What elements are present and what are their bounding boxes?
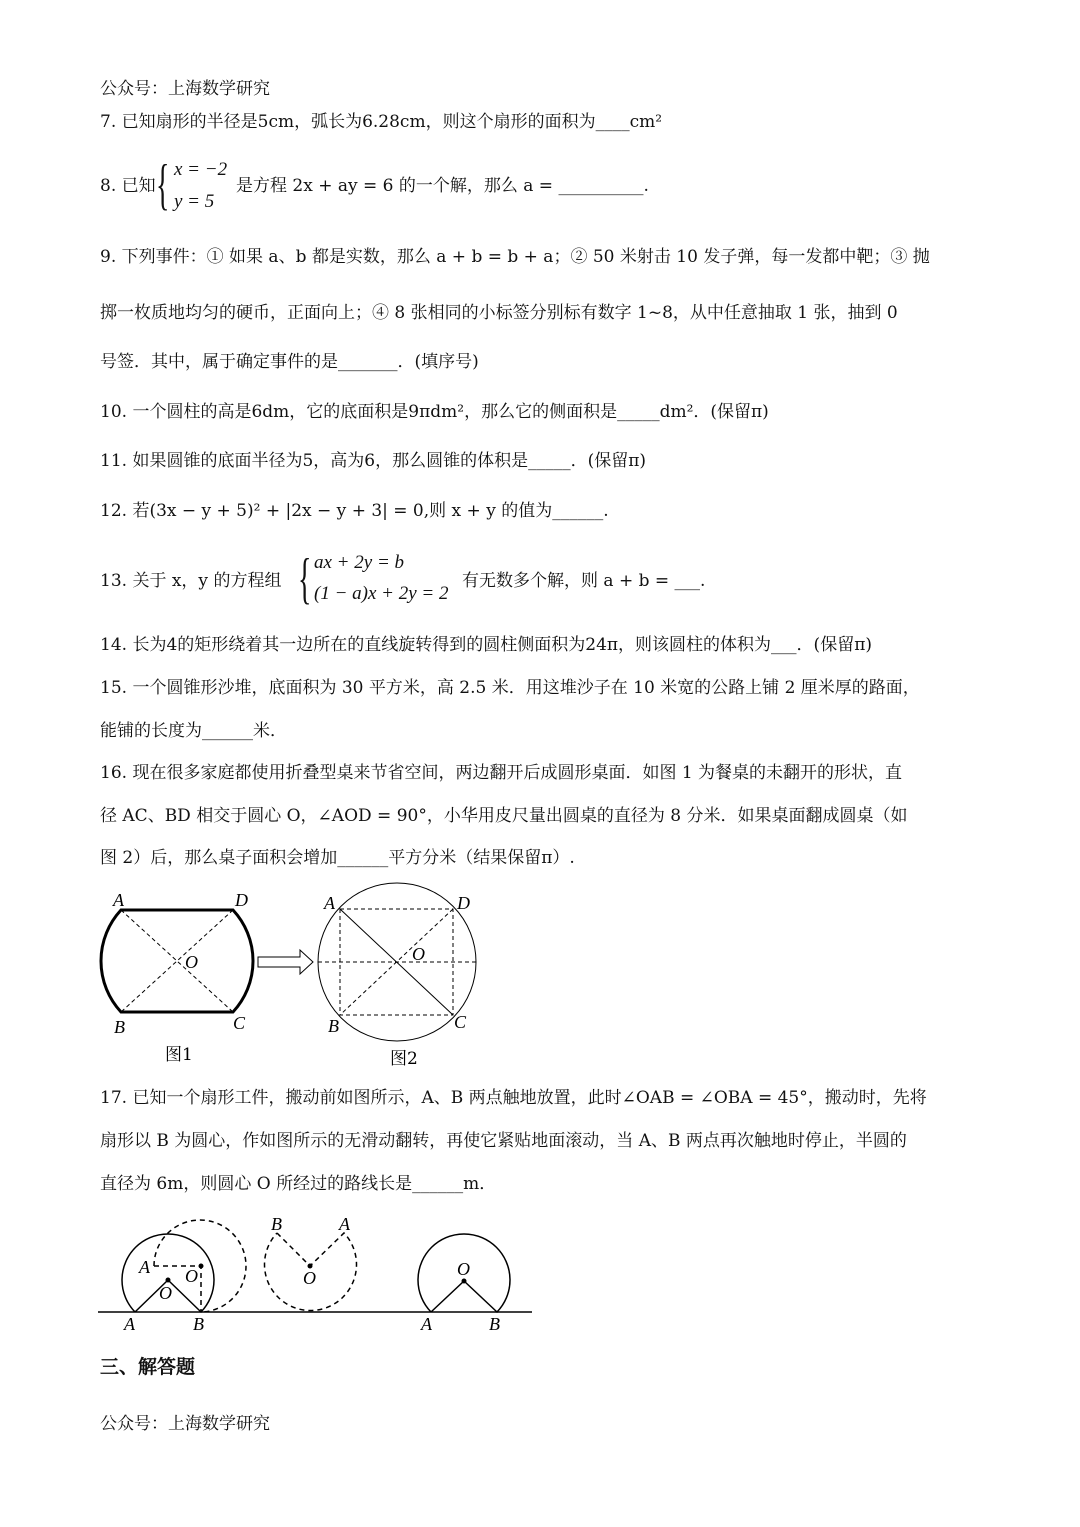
question-11: 11. 如果圆锥的底面半径为5，高为6，那么圆锥的体积是_____．(保留π) bbox=[100, 451, 647, 471]
question-17-line1: 17. 已知一个扇形工件，搬动前如图所示，A、B 两点触地放置，此时∠OAB = ∠OBA = 45°，搬动时，先将 bbox=[100, 1088, 927, 1108]
label-c: C bbox=[454, 1012, 467, 1032]
label-o: O bbox=[185, 952, 198, 972]
figure-2 bbox=[318, 883, 476, 1041]
label-d: D bbox=[457, 893, 470, 913]
label-o: O bbox=[412, 944, 425, 964]
label-b: B bbox=[193, 1314, 204, 1334]
section-heading: 三、解答题 bbox=[100, 1356, 196, 1378]
question-16-line3: 图 2）后，那么桌子面积会增加______平方分米（结果保留π）. bbox=[100, 848, 575, 868]
label-a: A bbox=[421, 1314, 432, 1334]
label-o: O bbox=[159, 1283, 172, 1303]
question-16-line2: 径 AC、BD 相交于圆心 O，∠AOD = 90°，小华用皮尺量出圆桌的直径为 8 分米．如果桌面翻成圆桌（如 bbox=[100, 806, 908, 826]
label-c: C bbox=[233, 1013, 246, 1033]
question-9-line1: 9. 下列事件：① 如果 a、b 都是实数，那么 a + b = b + a；② 50 米射击 10 发子弹，每一发都中靶；③ 抛 bbox=[100, 247, 930, 267]
q8-eq1: x = −2 bbox=[174, 159, 228, 180]
label-a: A bbox=[124, 1314, 135, 1334]
question-16-line1: 16. 现在很多家庭都使用折叠型桌来节省空间，两边翻开后成圆形桌面．如图 1 为餐桌的未翻开的形状，直 bbox=[100, 763, 903, 783]
label-o: O bbox=[303, 1268, 316, 1288]
label-a: A bbox=[139, 1257, 150, 1277]
label-a: A bbox=[113, 890, 124, 910]
brace: { bbox=[156, 154, 170, 216]
q13-post: 有无数多个解，则 a + b = ___. bbox=[462, 571, 706, 591]
label-o: O bbox=[185, 1266, 198, 1286]
arrow-icon bbox=[258, 950, 313, 974]
label-d: D bbox=[235, 890, 248, 910]
q8-post: 是方程 2x + ay = 6 的一个解，那么 a = __________. bbox=[236, 176, 649, 196]
question-15-line1: 15. 一个圆锥形沙堆，底面积为 30 平方米，高 2.5 米．用这堆沙子在 10 米宽的公路上铺 2 厘米厚的路面， bbox=[100, 678, 920, 698]
label-b: B bbox=[328, 1016, 339, 1036]
q8-pre: 8. 已知 bbox=[100, 176, 156, 196]
label-a: A bbox=[339, 1214, 350, 1234]
brace: { bbox=[298, 548, 312, 610]
question-9-line3: 号签．其中，属于确定事件的是_______．(填序号) bbox=[100, 352, 479, 372]
question-14: 14. 长为4的矩形绕着其一边所在的直线旋转得到的圆柱侧面积为24π，则该圆柱的体积为___．(保留π) bbox=[100, 635, 872, 655]
label-b: B bbox=[271, 1214, 282, 1234]
question-10: 10. 一个圆柱的高是6dm，它的底面积是9πdm²，那么它的侧面积是_____dm²．(保留π) bbox=[100, 402, 769, 422]
label-o: O bbox=[457, 1259, 470, 1279]
q8-eq2: y = 5 bbox=[174, 191, 215, 212]
question-12: 12. 若(3x − y + 5)² + |2x − y + 3| = 0,则 x + y 的值为______. bbox=[100, 501, 609, 521]
question-7: 7. 已知扇形的半径是5cm，弧长为6.28cm，则这个扇形的面积为____cm² bbox=[100, 112, 663, 132]
question-17-line3: 直径为 6m，则圆心 O 所经过的路线长是______m． bbox=[100, 1174, 497, 1194]
footer-watermark: 公众号：上海数学研究 bbox=[100, 1414, 270, 1434]
header-watermark: 公众号：上海数学研究 bbox=[100, 79, 270, 99]
question-15-line2: 能铺的长度为______米． bbox=[100, 721, 287, 741]
question-9-line2: 掷一枚质地均匀的硬币，正面向上；④ 8 张相同的小标签分别标有数字 1~8，从中任意抽取 1 张，抽到 0 bbox=[100, 303, 898, 323]
caption-figure-1: 图1 bbox=[165, 1045, 193, 1065]
q13-eq2: (1 − a)x + 2y = 2 bbox=[314, 583, 449, 604]
q13-eq1: ax + 2y = b bbox=[314, 552, 405, 573]
question-17-line2: 扇形以 B 为圆心，作如图所示的无滑动翻转，再使它紧贴地面滚动，当 A、B 两点再次触地时停止，半圆的 bbox=[100, 1131, 907, 1151]
label-b: B bbox=[114, 1017, 125, 1037]
q13-pre: 13. 关于 x，y 的方程组 bbox=[100, 571, 282, 591]
label-b: B bbox=[489, 1314, 500, 1334]
caption-figure-2: 图2 bbox=[390, 1049, 418, 1069]
label-a: A bbox=[324, 893, 335, 913]
figure-1 bbox=[101, 910, 253, 1012]
